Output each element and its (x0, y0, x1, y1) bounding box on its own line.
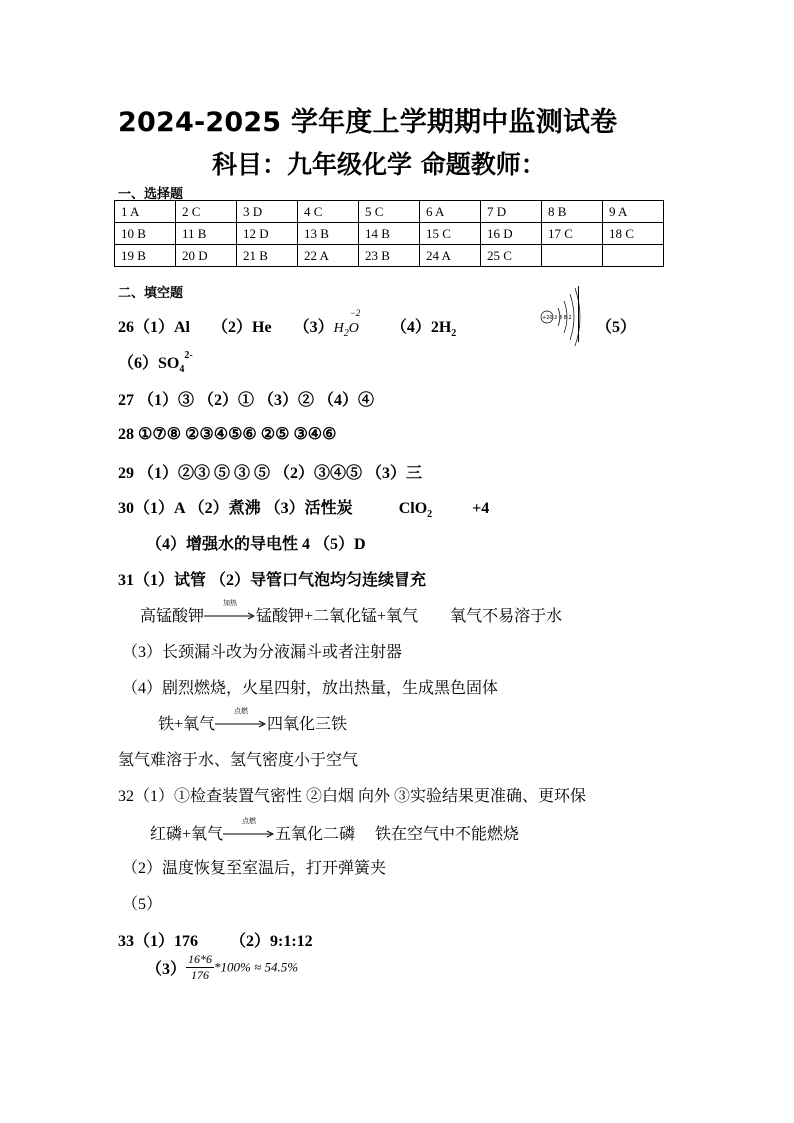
answer-cell: 15 C (420, 223, 481, 245)
q31-arrow: 加热 (204, 608, 256, 626)
q26-part4: $(4)2H_2$ (390, 319, 457, 340)
q32-line1: 32（1）①检查装置气密性 ②白烟 向外 ③实验结果更准确、更环保 (118, 788, 587, 805)
q30-valence: +4 (472, 500, 490, 517)
answer-table-row (115, 223, 664, 245)
answer-cell: 20 D (176, 245, 237, 267)
q31-note: 氧气不易溶于水 (450, 608, 563, 625)
q32-arrow: 点燃 (223, 826, 275, 844)
q26-part5: （5） (596, 319, 637, 336)
answer-cell: 5 C (359, 201, 420, 223)
answer-cell: 24 A (420, 245, 481, 267)
answer-cell: 9 A (603, 201, 664, 223)
answer-cell: 7 D (481, 201, 542, 223)
q27-answer: 27 （1）③ （2）① （3）② （4）④ (118, 392, 375, 409)
answer-cell: 11 B (176, 223, 237, 245)
section-heading-multiple-choice: 一、选择题 (118, 187, 184, 202)
answer-cell: 3 D (237, 201, 298, 223)
answer-cell: 18 C (603, 223, 664, 245)
answer-cell: 4 C (298, 201, 359, 223)
answer-cell: 1 A (115, 201, 176, 223)
q30-clo2: ClO$_2$ (398, 500, 433, 521)
q32-line4: （5） (122, 896, 163, 913)
answer-cell: 6 A (420, 201, 481, 223)
answer-cell: 22 A (298, 245, 359, 267)
q26-part6: $(6)SO_4^{2-}$ (118, 349, 193, 376)
answer-cell: 21 B (237, 245, 298, 267)
answer-cell: 10 B (115, 223, 176, 245)
q32-equation-phosphorus: 红磷+氧气 点燃 五氧化二磷 铁在空气中不能燃烧 (150, 817, 520, 843)
q26-part3: （3） (293, 319, 334, 336)
answer-table-row (115, 201, 664, 223)
q26-line1 (118, 308, 457, 340)
atom-structure-label: +20 2 8 8 2 (542, 315, 572, 321)
answer-cell (542, 245, 603, 267)
q31-equation-iron: 铁+氧气 点燃 四氧化三铁 (158, 707, 348, 733)
q31-line1: 31（1）试管 （2）导管口气泡均匀连续冒充 (118, 572, 427, 589)
page-subtitle: 科目：九年级化学 命题教师： (212, 150, 546, 179)
answer-cell: 2 C (176, 201, 237, 223)
answer-cell: 17 C (542, 223, 603, 245)
q31-line6: 氢气难溶于水、氢气密度小于空气 (118, 752, 359, 769)
q31-equation-kmno4: 高锰酸钾 加热 锰酸钾+二氧化锰+氧气 氧气不易溶于水 (140, 599, 563, 625)
q30-line1 (118, 495, 489, 520)
answer-cell: 8 B (542, 201, 603, 223)
q33-fraction: $\frac{16*6}{176}$ (188, 952, 213, 982)
answer-table (114, 200, 664, 267)
answer-cell: 13 B (298, 223, 359, 245)
q26-part2: （2）He (212, 319, 272, 336)
answer-cell: 19 B (115, 245, 176, 267)
answer-cell (603, 245, 664, 267)
answer-table-row (115, 245, 664, 267)
answer-cell: 16 D (481, 223, 542, 245)
q32-line3: （2）温度恢复至室温后，打开弹簧夹 (122, 860, 387, 877)
section-heading-fill-blank: 二、填空题 (118, 286, 184, 301)
q28-answer: 28 ①⑦⑧ ②③④⑤⑥ ②⑤ ③④⑥ (118, 426, 337, 443)
q29-answer: 29 （1）②③ ⑤ ③ ⑤ （2）③④⑤ （3）三 (118, 465, 423, 482)
answer-cell: 25 C (481, 245, 542, 267)
q30-line2: （4）增强水的导电性 4 （5）D (146, 536, 366, 553)
q26-h2o-charge: −2 (349, 308, 361, 318)
q31-line3: （3）长颈漏斗改为分液漏斗或者注射器 (122, 644, 403, 661)
q33-result: *100% ≈ 54.5% (214, 959, 299, 975)
q26-h2o-formula: $H_2$ −2 O (333, 308, 361, 339)
q31-line4: （4）剧烈燃烧，火星四射，放出热量，生成黑色固体 (122, 680, 499, 697)
q33-line1: 33（1）176 （2）9:1:12 (118, 933, 313, 950)
calcium-atom-structure-diagram (538, 284, 588, 352)
answer-cell: 23 B (359, 245, 420, 267)
q33-line2: （3） $\frac{16*6}{176}$ *100% ≈ 54.5% (146, 952, 299, 982)
answer-cell: 12 D (237, 223, 298, 245)
q26-part1: 26（1）Al (118, 319, 191, 336)
q32-note: 铁在空气中不能燃烧 (375, 826, 520, 843)
q30-part-a: 30（1）A （2）煮沸 （3）活性炭 (118, 500, 353, 517)
answer-cell: 14 B (359, 223, 420, 245)
atom-diagram-divider (578, 286, 579, 342)
page-title: 2024-2025 学年度上学期期中监测试卷 (118, 107, 618, 138)
q31-arrow-2: 点燃 (215, 716, 267, 734)
